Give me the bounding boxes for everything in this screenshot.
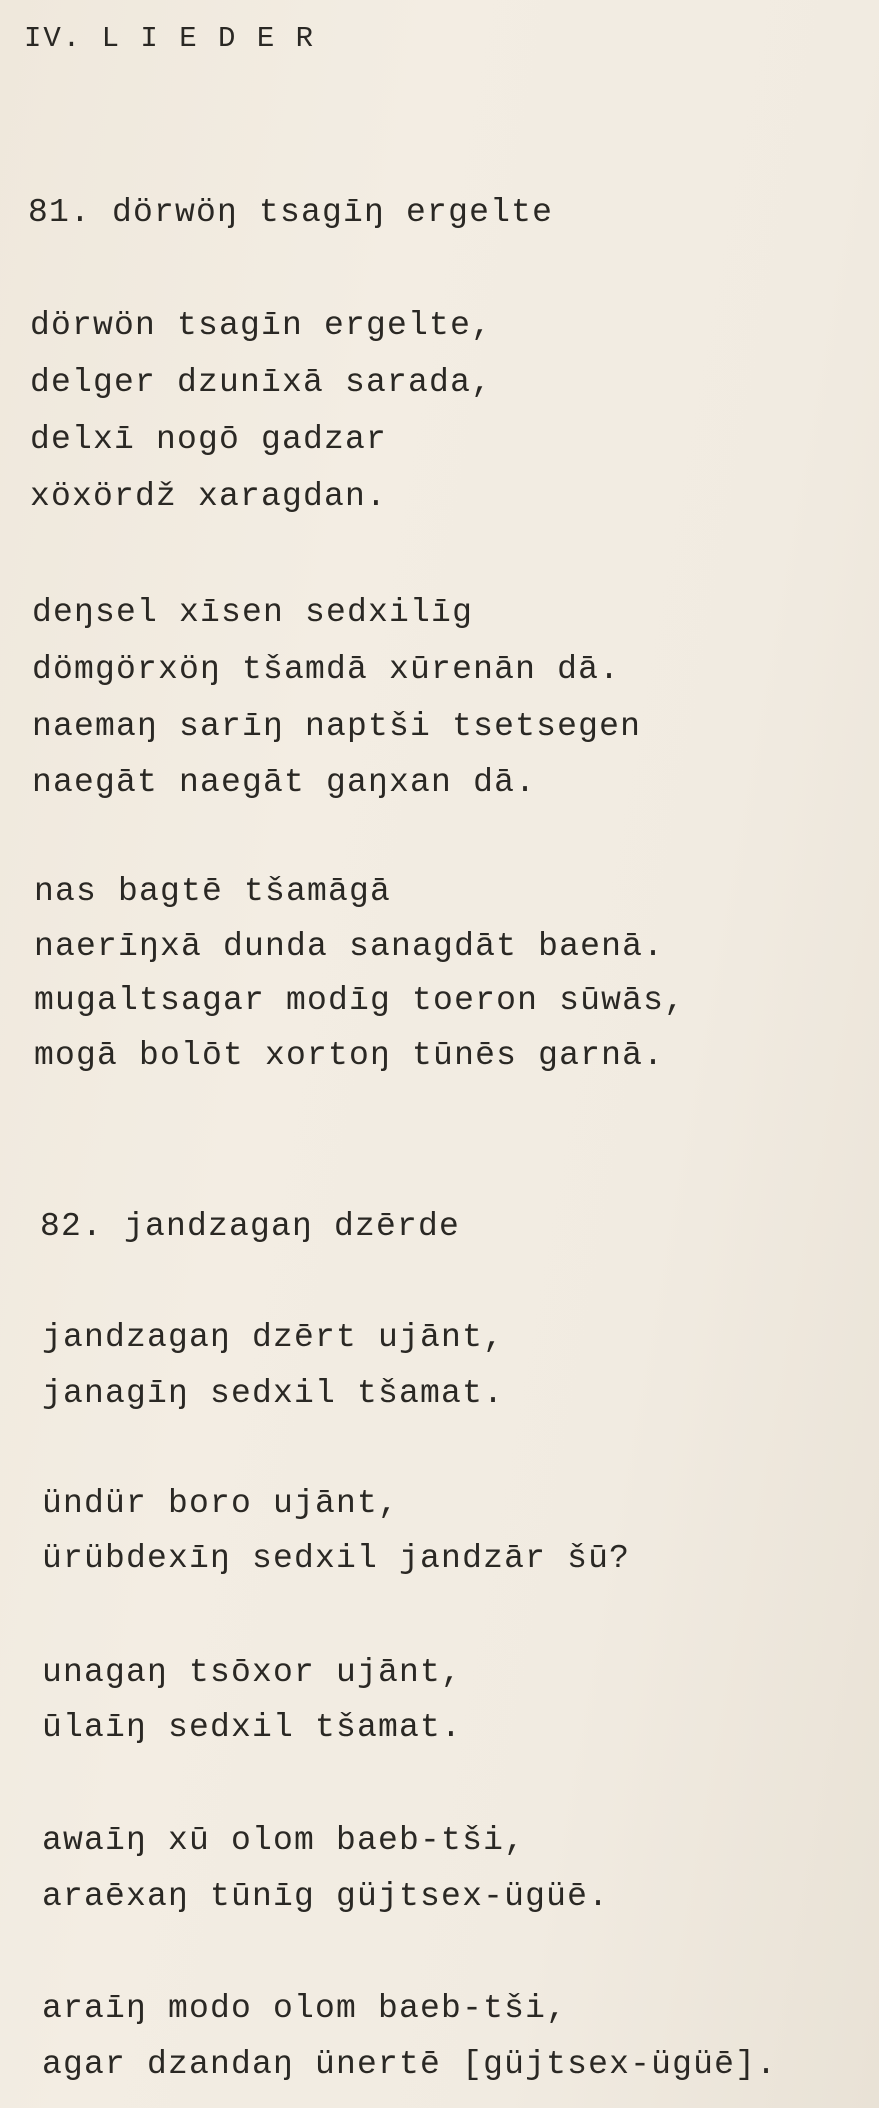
- verse-line: naemaŋ sarīŋ naptši tsetsegen: [32, 708, 642, 745]
- verse-line: naerīŋxā dunda sanagdāt baenā.: [34, 928, 665, 965]
- verse-line: delxī nogō gadzar: [30, 421, 388, 458]
- verse-line: unagaŋ tsōxor ujānt,: [42, 1654, 463, 1691]
- verse-line: mugaltsagar modīg toeron sūwās,: [34, 982, 686, 1019]
- verse-line: nas bagtē tšamāgā: [34, 873, 392, 910]
- verse-line: jandzagaŋ dzērt ujānt,: [42, 1319, 505, 1356]
- verse-line: ūlaīŋ sedxil tšamat.: [42, 1709, 463, 1746]
- song-title: 82. jandzagaŋ dzērde: [40, 1208, 461, 1245]
- verse-line: naegāt naegāt gaŋxan dā.: [32, 764, 537, 801]
- verse-line: awaīŋ xū olom baeb-tši,: [42, 1822, 526, 1859]
- song-title: 81. dörwöŋ tsagīŋ ergelte: [28, 194, 554, 231]
- verse-line: dömgörxöŋ tšamdā xūrenān dā.: [32, 651, 621, 688]
- verse-line: ündür boro ujānt,: [42, 1485, 400, 1522]
- verse-line: agar dzandaŋ ünertē [güjtsex-ügüē].: [42, 2046, 778, 2083]
- verse-line: araīŋ modo olom baeb-tši,: [42, 1990, 568, 2027]
- verse-line: delger dzunīxā sarada,: [30, 364, 493, 401]
- verse-line: mogā bolōt xortoŋ tūnēs garnā.: [34, 1037, 665, 1074]
- verse-line: araēxaŋ tūnīg güjtsex-ügüē.: [42, 1878, 610, 1915]
- verse-line: janagīŋ sedxil tšamat.: [42, 1375, 505, 1412]
- verse-line: dörwön tsagīn ergelte,: [30, 307, 493, 344]
- verse-line: xöxördž xaragdan.: [30, 478, 388, 515]
- verse-line: ürübdexīŋ sedxil jandzār šū?: [42, 1540, 631, 1577]
- section-heading: IV. L I E D E R: [24, 22, 316, 55]
- verse-line: deŋsel xīsen sedxilīg: [32, 594, 474, 631]
